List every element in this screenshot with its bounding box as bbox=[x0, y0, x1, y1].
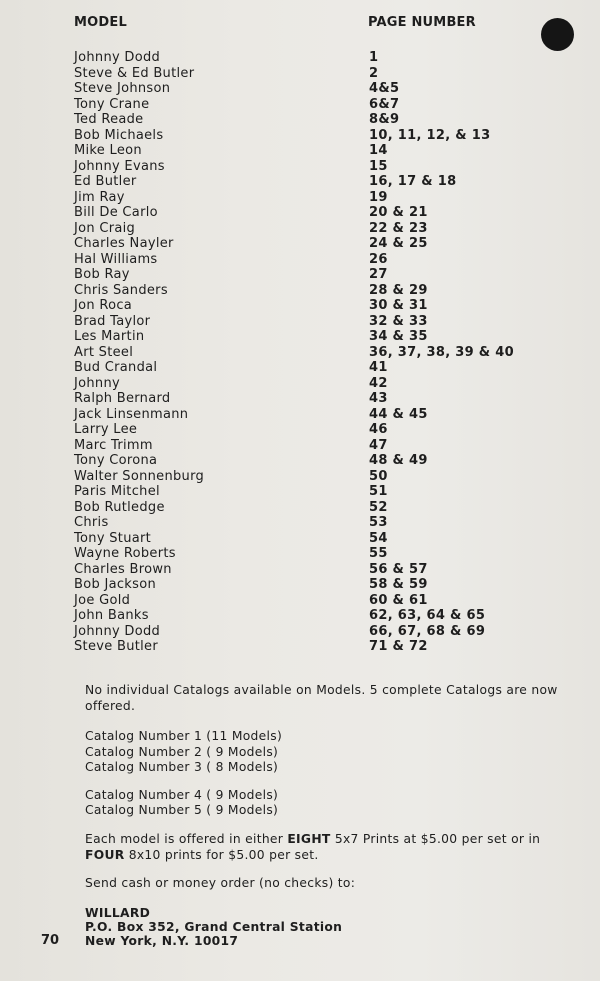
model-page-numbers: 58 & 59 bbox=[369, 577, 428, 592]
address-line2: New York, N.Y. 10017 bbox=[85, 934, 239, 948]
catalog-item: Catalog Number 1 (11 Models) bbox=[85, 729, 283, 743]
model-row bbox=[0, 593, 600, 609]
model-name: Johnny Evans bbox=[74, 158, 165, 174]
model-page-numbers: 42 bbox=[369, 375, 388, 391]
model-page-numbers: 52 bbox=[369, 499, 388, 515]
model-page-numbers: 66, 67, 68 & 69 bbox=[369, 623, 486, 639]
model-name: Charles Brown bbox=[74, 561, 172, 577]
model-name: Walter Sonnenburg bbox=[74, 468, 205, 484]
model-name: Bud Crandal bbox=[74, 360, 158, 375]
model-row bbox=[0, 128, 600, 144]
model-name: Ted Reade bbox=[74, 112, 144, 127]
model-name: Johnny Dodd bbox=[74, 50, 161, 65]
model-row bbox=[0, 422, 600, 438]
model-name: Mike Leon bbox=[74, 143, 142, 158]
model-name: Larry Lee bbox=[74, 422, 138, 437]
model-page-numbers: 16, 17 & 18 bbox=[369, 174, 457, 189]
model-page-numbers: 55 bbox=[369, 546, 388, 561]
model-page-numbers: 56 & 57 bbox=[369, 561, 428, 577]
model-row bbox=[0, 267, 600, 283]
model-name: Bob Ray bbox=[74, 267, 130, 282]
model-page-numbers: 24 & 25 bbox=[369, 236, 428, 251]
model-row bbox=[0, 221, 600, 237]
offer-part: Each model is offered in either bbox=[85, 832, 288, 846]
model-name: Ralph Bernard bbox=[74, 391, 171, 406]
model-name: Tony Crane bbox=[74, 96, 150, 112]
model-row bbox=[0, 236, 600, 252]
offer-part: 8x10 prints for $5.00 per set. bbox=[124, 847, 319, 862]
model-row bbox=[0, 360, 600, 376]
model-name: Chris Sanders bbox=[74, 282, 168, 298]
model-row bbox=[0, 345, 600, 361]
model-name: Jon Craig bbox=[74, 220, 136, 236]
model-page-numbers: 48 & 49 bbox=[369, 453, 428, 468]
model-name: Bob Rutledge bbox=[74, 499, 165, 515]
model-name: Ed Butler bbox=[74, 174, 137, 189]
model-name: Steve Butler bbox=[74, 639, 158, 654]
model-row bbox=[0, 190, 600, 206]
model-page-numbers: 30 & 31 bbox=[369, 298, 428, 313]
address-name: WILLARD bbox=[85, 906, 151, 920]
model-page-numbers: 51 bbox=[369, 484, 388, 499]
model-page-numbers: 14 bbox=[369, 143, 388, 158]
punch-hole bbox=[541, 18, 574, 51]
model-page-numbers: 34 & 35 bbox=[369, 329, 428, 344]
model-row bbox=[0, 484, 600, 500]
model-page-numbers: 47 bbox=[369, 437, 388, 453]
model-name: Jack Linsenmann bbox=[74, 406, 189, 422]
model-name: Les Martin bbox=[74, 329, 145, 344]
catalog-item: Catalog Number 2 ( 9 Models) bbox=[85, 744, 279, 759]
model-page-numbers: 4&5 bbox=[369, 81, 400, 96]
model-row bbox=[0, 159, 600, 175]
model-name: Brad Taylor bbox=[74, 313, 151, 329]
offer-text bbox=[85, 832, 575, 863]
model-page-numbers: 32 & 33 bbox=[369, 313, 428, 329]
model-page-numbers: 2 bbox=[369, 65, 379, 81]
model-row bbox=[0, 112, 600, 128]
model-row bbox=[0, 453, 600, 469]
model-name: Steve Johnson bbox=[74, 81, 171, 96]
model-row bbox=[0, 314, 600, 330]
model-row bbox=[0, 376, 600, 392]
model-name: Tony Corona bbox=[74, 453, 158, 468]
model-row bbox=[0, 283, 600, 299]
model-page-numbers: 8&9 bbox=[369, 112, 400, 127]
model-row bbox=[0, 252, 600, 268]
catalog-item: Catalog Number 4 ( 9 Models) bbox=[85, 787, 279, 802]
model-page-numbers: 6&7 bbox=[369, 96, 400, 112]
model-row bbox=[0, 143, 600, 159]
model-page-numbers: 15 bbox=[369, 158, 388, 174]
model-row bbox=[0, 515, 600, 531]
model-row bbox=[0, 329, 600, 345]
model-row bbox=[0, 469, 600, 485]
mailing-address bbox=[85, 906, 575, 948]
model-name: Art Steel bbox=[74, 344, 134, 360]
model-page-numbers: 46 bbox=[369, 422, 388, 437]
model-name: Bill De Carlo bbox=[74, 205, 158, 220]
model-name: Marc Trimm bbox=[74, 437, 153, 453]
model-column-header: MODEL bbox=[74, 15, 127, 30]
model-page-numbers: 54 bbox=[369, 530, 388, 546]
model-row bbox=[0, 562, 600, 578]
model-name: Chris bbox=[74, 515, 109, 530]
model-page-numbers: 1 bbox=[369, 50, 379, 65]
model-row bbox=[0, 66, 600, 82]
model-page-numbers: 53 bbox=[369, 515, 388, 530]
model-row bbox=[0, 81, 600, 97]
offer-four: FOUR bbox=[85, 847, 125, 862]
model-page-numbers: 27 bbox=[369, 267, 388, 282]
model-name: Hal Williams bbox=[74, 251, 158, 267]
model-name: Johnny bbox=[74, 375, 120, 391]
model-page-numbers: 19 bbox=[369, 189, 388, 205]
model-page-numbers: 22 & 23 bbox=[369, 220, 428, 236]
model-name: Paris Mitchel bbox=[74, 484, 160, 499]
model-row bbox=[0, 391, 600, 407]
model-row bbox=[0, 639, 600, 655]
model-name: Steve & Ed Butler bbox=[74, 65, 195, 81]
model-name: Tony Stuart bbox=[74, 530, 152, 546]
offer-eight: EIGHT bbox=[287, 832, 331, 846]
send-instructions: Send cash or money order (no checks) to: bbox=[85, 876, 356, 890]
model-name: Johnny Dodd bbox=[74, 623, 161, 639]
model-row bbox=[0, 608, 600, 624]
offer-part: 5x7 Prints at $5.00 per set or in bbox=[330, 832, 541, 846]
model-row bbox=[0, 205, 600, 221]
model-page-numbers: 50 bbox=[369, 468, 388, 484]
model-row bbox=[0, 624, 600, 640]
model-name: Bob Michaels bbox=[74, 127, 164, 143]
page-number: 70 bbox=[41, 933, 60, 948]
model-row bbox=[0, 438, 600, 454]
model-row bbox=[0, 546, 600, 562]
model-page-numbers: 26 bbox=[369, 251, 388, 267]
catalog-item: Catalog Number 5 ( 9 Models) bbox=[85, 803, 279, 817]
model-row bbox=[0, 407, 600, 423]
model-page-numbers: 43 bbox=[369, 391, 388, 406]
model-row bbox=[0, 531, 600, 547]
address-line1: P.O. Box 352, Grand Central Station bbox=[85, 920, 343, 934]
model-row bbox=[0, 298, 600, 314]
intro-text: No individual Catalogs available on Models. 5 complete Catalogs are now offered. bbox=[85, 683, 558, 713]
model-name: Jon Roca bbox=[74, 298, 133, 313]
model-row bbox=[0, 500, 600, 516]
model-row bbox=[0, 174, 600, 190]
model-list bbox=[0, 50, 600, 655]
model-row bbox=[0, 577, 600, 593]
model-page-numbers: 10, 11, 12, & 13 bbox=[369, 127, 491, 143]
model-page-numbers: 20 & 21 bbox=[369, 205, 428, 220]
page-number-column-header: PAGE NUMBER bbox=[368, 15, 476, 30]
model-name: Jim Ray bbox=[74, 189, 125, 205]
model-row bbox=[0, 50, 600, 66]
model-page-numbers: 71 & 72 bbox=[369, 639, 428, 654]
model-name: John Banks bbox=[74, 608, 149, 623]
model-page-numbers: 44 & 45 bbox=[369, 406, 428, 422]
model-name: Bob Jackson bbox=[74, 577, 156, 592]
model-page-numbers: 28 & 29 bbox=[369, 282, 428, 298]
model-name: Charles Nayler bbox=[74, 236, 174, 251]
model-page-numbers: 36, 37, 38, 39 & 40 bbox=[369, 344, 514, 360]
model-row bbox=[0, 97, 600, 113]
catalog-item: Catalog Number 3 ( 8 Models) bbox=[85, 760, 279, 774]
model-name: Joe Gold bbox=[74, 592, 131, 608]
catalog-list bbox=[85, 729, 575, 819]
model-name: Wayne Roberts bbox=[74, 546, 176, 561]
model-page-numbers: 41 bbox=[369, 360, 388, 375]
model-page-numbers: 60 & 61 bbox=[369, 592, 428, 608]
catalog-gap bbox=[85, 776, 575, 788]
model-page-numbers: 62, 63, 64 & 65 bbox=[369, 608, 486, 623]
